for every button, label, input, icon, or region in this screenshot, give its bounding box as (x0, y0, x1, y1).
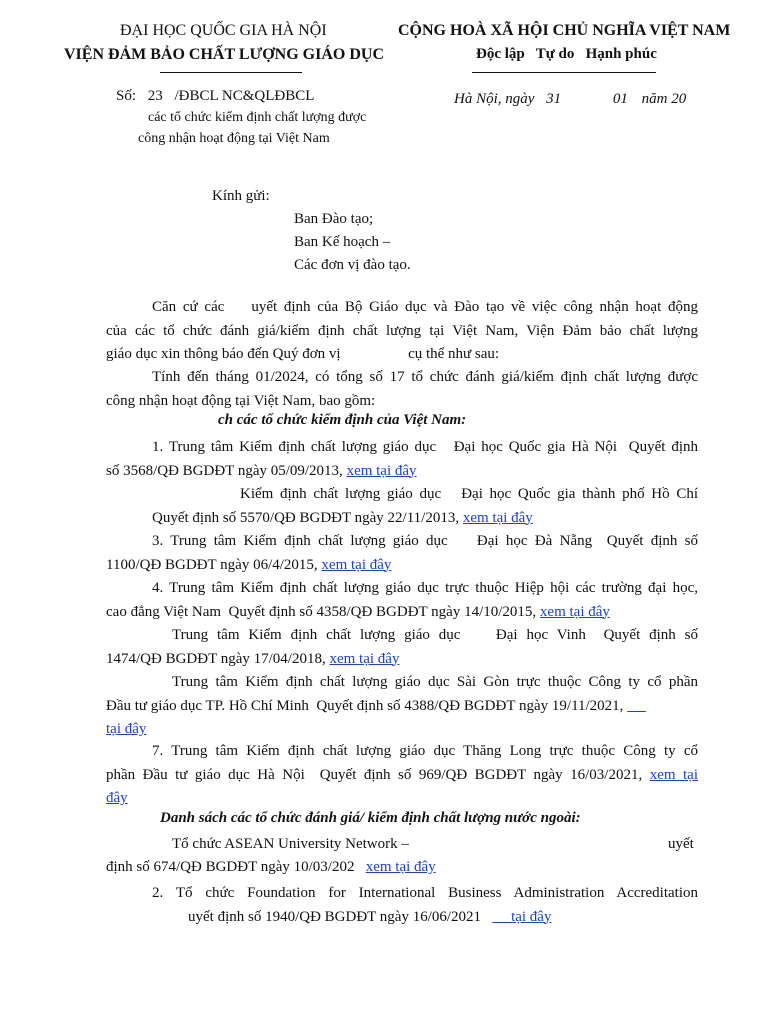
greeting: Kính gửi: (212, 188, 270, 204)
item-1-line-2: số 3568/QĐ BGDĐT ngày 05/09/2013, (106, 462, 347, 479)
list-item (106, 436, 698, 483)
date-month: 01 (612, 91, 628, 107)
right-header-rule (472, 72, 656, 73)
item-7-link-start[interactable]: xem tại (649, 766, 698, 783)
subject-line-1: các tổ chức kiểm định chất lượng được (148, 110, 367, 125)
foreign-item-1-link[interactable]: xem tại đây (365, 859, 436, 875)
item-6-link-start[interactable] (627, 698, 646, 714)
institute-name: VIỆN ĐẢM BẢO CHẤT LƯỢNG GIÁO DỤC (64, 46, 385, 63)
foreign-item-2-line-2: uyết định số 1940/QĐ BGDĐT ngày 16/06/2021 (188, 908, 493, 925)
foreign-item-1-line-1a: Tổ chức ASEAN University Network – (172, 836, 409, 852)
item-5-line-2: 1474/QĐ BGDĐT ngày 17/04/2018, (106, 650, 330, 667)
item-5-link[interactable]: xem tại đây (329, 650, 400, 667)
item-6-line-2: Đầu tư giáo dục TP. Hồ Chí Minh Quyết định số 4388/QĐ BGDĐT ngày 19/11/2021, (106, 697, 628, 714)
item-2-line-2: Quyết định số 5570/QĐ BGDĐT ngày 22/11/2013, (152, 509, 463, 526)
item-7-link[interactable]: đây (106, 790, 128, 806)
list-item (106, 483, 698, 530)
national-motto: Độc lập Tự do Hạnh phúc (476, 46, 657, 62)
so-number: 23 (147, 88, 163, 104)
item-4-line-2: cao đẳng Việt Nam Quyết định số 4358/QĐ BGDĐT ngày 14/10/2015, (106, 603, 540, 620)
so-code: /ĐBCL NC&QLĐBCL (174, 88, 315, 104)
item-4-line-1: 4. Trung tâm Kiểm định chất lượng giáo dục trực thuộc Hiệp hội các trường đại học, (152, 580, 698, 596)
foreign-item-1-line-1b: uyết (668, 836, 694, 852)
list-item (106, 624, 698, 671)
list-item (106, 740, 698, 811)
list-item (106, 530, 698, 577)
left-header-rule (160, 72, 302, 73)
foreign-item-1 (106, 859, 436, 876)
item-6-link[interactable]: tại đây (106, 721, 147, 737)
recipient-3: Các đơn vị đào tạo. (294, 257, 411, 273)
summary-paragraph (106, 366, 698, 413)
item-4-link[interactable]: xem tại đây (539, 603, 610, 620)
item-2-line-1: Kiểm định chất lượng giáo dục Đại học Quốc gia thành phố Hồ Chí (240, 486, 698, 502)
foreign-heading: Danh sách các tổ chức đánh giá/ kiểm định chất lượng nước ngoài: (160, 810, 581, 826)
list-item (106, 577, 698, 624)
list-item (106, 671, 698, 742)
foreign-item-1-line-2: định số 674/QĐ BGDĐT ngày 10/03/202 (106, 859, 366, 875)
item-2-link[interactable]: xem tại đây (462, 509, 533, 526)
agency-name: ĐẠI HỌC QUỐC GIA HÀ NỘI (120, 22, 327, 39)
reference-number (116, 88, 314, 105)
intro-paragraph (106, 296, 698, 367)
so-label: Số: (116, 88, 137, 104)
foreign-item-2-line-1: 2. Tổ chức Foundation for International Business Administration Accreditation (152, 885, 698, 901)
intro-line-1: Căn cứ các uyết định của Bộ Giáo dục và Đào tạo về việc công nhận hoạt động (152, 299, 698, 315)
domestic-heading: ch các tổ chức kiểm định của Việt Nam: (218, 412, 467, 428)
national-title: CỘNG HOÀ XÃ HỘI CHỦ NGHĨA VIỆT NAM (398, 22, 731, 39)
summary-line-2: công nhận hoạt động tại Việt Nam, bao gồm: (106, 392, 376, 409)
recipient-1: Ban Đào tạo; (294, 211, 374, 227)
item-1-link[interactable]: xem tại đây (346, 462, 417, 479)
item-5-line-1: Trung tâm Kiểm định chất lượng giáo dục Đại học Vinh Quyết định số (172, 627, 698, 643)
intro-line-3: giáo dục xin thông báo đến Quý đơn vị cụ thể như sau: (106, 346, 500, 362)
item-7-line-1: 7. Trung tâm Kiểm định chất lượng giáo dục Thăng Long trực thuộc Công ty cổ (152, 743, 698, 759)
foreign-item-2 (106, 882, 698, 929)
recipient-2: Ban Kế hoạch – (294, 234, 391, 250)
date-year: năm 20 (641, 91, 687, 107)
summary-line-1: Tính đến tháng 01/2024, có tổng số 17 tổ chức đánh giá/kiểm định chất lượng được (152, 369, 698, 385)
item-3-line-1: 3. Trung tâm Kiểm định chất lượng giáo dục Đại học Đà Nẵng Quyết định số (152, 533, 698, 549)
subject-line-2: công nhận hoạt động tại Việt Nam (138, 131, 330, 146)
date-day: 31 (546, 91, 562, 107)
item-7-line-2: phần Đầu tư giáo dục Hà Nội Quyết định số 969/QĐ BGDĐT ngày 16/03/2021, (106, 766, 650, 783)
date-place: Hà Nội, ngày (454, 91, 535, 107)
item-3-line-2: 1100/QĐ BGDĐT ngày 06/4/2015, (106, 556, 322, 573)
item-1-line-1: 1. Trung tâm Kiểm định chất lượng giáo dục Đại học Quốc gia Hà Nội Quyết định (152, 439, 698, 455)
issue-date (454, 91, 686, 108)
item-3-link[interactable]: xem tại đây (321, 556, 392, 573)
foreign-item-2-link[interactable]: tại đây (492, 908, 552, 925)
intro-line-2: của các tổ chức đánh giá/kiểm định chất lượng tại Việt Nam, Viện Đảm bảo chất lượng (106, 322, 698, 339)
item-6-line-1: Trung tâm Kiểm định chất lượng giáo dục Sài Gòn trực thuộc Công ty cổ phần (172, 674, 698, 690)
